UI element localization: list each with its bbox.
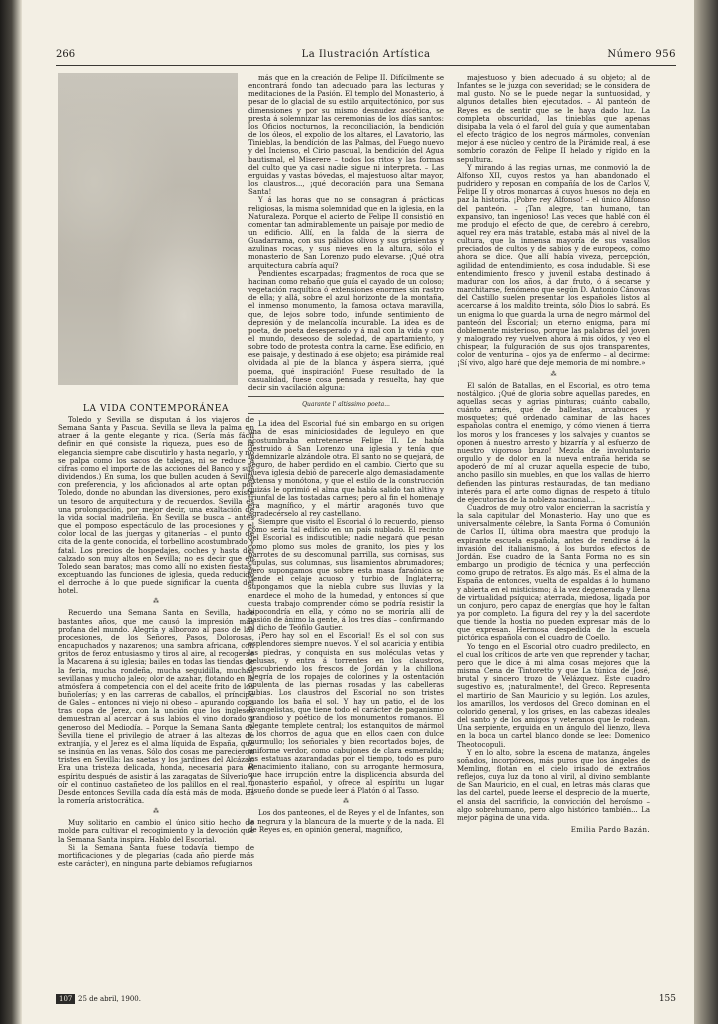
magazine-page bbox=[22, 0, 694, 1024]
header-page-number: 266 bbox=[56, 49, 76, 60]
paragraph: Recuerdo una Semana Santa en Sevilla, hace bastantes años, que me causó la impresión más profana del mundo. Alegría y alborozo al paso de las procesiones, de los Señores, Pasos, Dolorosas, encapuchados y nazarenos; una sambra africana, con gritos de feroz entusiasmo y tiros al aire, al recogerse la Macarena á su iglesia; bailes en todas las tiendas de la feria, mucha rondeña, mucha seguidilla, muchas sevillanas y mucho jaleo; olor de azahar, flotando en la atmósfera á competencia con el del aceite frito de los buñolerías; y en las carreras de caballos, el príncipe de Gales – entonces ni viejo ni obeso – apurando copa tras copa de Jerez, con la unción que los ingleses demuestran al acercar á sus labios el vino dorado y generoso del Mediodía. – Porque la Semana Santa de Sevilla tiene el privilegio de atraer á las altezas de extranjía, y el Jerez es el alma líquida de España, que se insinúa en las venas. Sólo dos cosas me parecieron tristes en Sevilla: las saetas y los jardines del Alcázar. Era una tristeza delicada, honda, necesaria para el espíritu después de asistir á las zaragatas de Silverio y oír el continuo castañeteo de los palillos en el real. – Desde entonces Sevilla cada día está más de moda. Es la romería aristocrática. bbox=[58, 609, 254, 806]
paragraph: más que en la creación de Felipe II. Difícilmente se encontrará fondo tan adecuado para las lecturas y meditaciones de la Pasión. El templo del Monasterio, á pesar de lo glacial de su estilo arquitectónico, por sus dimensiones y por su mismo desnudez ascética, se presta á solemnizar las ceremonias de los días santos: los Oficios nocturnos, la reconciliación, la bendición de los óleos, el expolio de los altares, el Lavatorio, las Tinieblas, la bendición de las Palmas, del Fuego nuevo y del Incienso, el Cirio pascual, la bendición del Agua bautismal, el Miserere – todos los ritos y las formas del culto que ya casi nadie sigue ni interpreta. – Las erguidas y vastas bóvedas, el majestuoso altar mayor, los claustros..., ¡qué decoración para una Semana Santa! bbox=[248, 74, 444, 197]
page-footer bbox=[56, 994, 676, 1008]
paragraph: La idea del Escorial fué sin embargo en su origen una de esas miniciosidades de leguleyo en que acostumbraba entretenerse Felipe II. Le había destruido á San Lorenzo una iglesia y tenía que indemnizarle alzándole otra. El santo no se quejará, de seguro, de haber perdido en el cambio. Cierto que su nueva iglesia debió de parecerle algo demasiadamente extensa y monótona, y que el estilo de la construcción quizás le oprimió el alma que había salido tan altiva y triunfal de las tostadas carnes; pero al fin el homenaje era magnífico, y el mártir aragonés tuvo que agradecérselo al rey castellano. bbox=[248, 420, 444, 518]
quote-box: Quarante l' altissimo poeta... bbox=[248, 396, 444, 414]
next-page-edge bbox=[690, 0, 718, 1024]
paragraph: Muy solitario en cambio el único sitio hecho de molde para cultivar el recogimiento y la devoción que la Semana Santa inspira. Hablo del Escorial. bbox=[58, 819, 254, 844]
column-3 bbox=[457, 74, 650, 834]
separator-stars: ⁂ bbox=[550, 370, 557, 378]
paragraph: El salón de Batallas, en el Escorial, es otro tema nostálgico. ¡Qué de gloria sobre aquellas paredes, en aquellas secas y agrias pinturas; cuánto caballo, cuánto arnés, qué de ballestas, arcabuces y mosquetes; qué ordenado caminar de las haces españolas contra el enemigo, y cómo vienen á tierra los moros y los franceses y los salvajes y cuantos se oponen á nuestro arresto y bizarría y al esfuerzo de nuestro vigoroso brazo! Mezcla de involuntario orgullo y de dolor en la nueva entraña herida se apoderó de mí al cruzar aquella especie de tubo, ancho pasillo sin muebles, en que los vallas de hierro defienden las pinturas restauradas, de tan mediano interés para el arte como dignas de respeto á título de ejecutorias de la nobleza nacional... bbox=[457, 381, 650, 504]
paragraph: ¡Pero hay sol en el Escorial! Es el sol con sus esplendores siempre nuevos. Y el sol acaricia y entibia las piedras, y conquista en sus moléculas vetas y pelusas, y entra á torrentes en los claustros, descubriendo los frescos de Jordán y la chillona alegría de los ropajes de colorines y la ostentación opulenta de las piernas rosadas y las cabelleras rubias. Los claustros del Escorial no son tristes cuando los baña el sol. Y hay un patio, el de los Evangelistas, que tiene todo el carácter de paganismo grandioso y poético de los monumentos romanos. El elegante templete central; los estanquitos de mármol y los chorros de agua que en ellos caen con dulce murmullo; los señoriales y bien recortados bojes, de uniforme verdor, como cabujones de clara esmeralda; las estatuas azarandadas por el tiempo, todo es puro Renacimiento italiano, con su arrogante hermosura, que hace irrupción entre la displicencia absurda del monasterio español, y ofrece al espíritu un lugar risueño donde se puede leer á Platón ó al Tasso. bbox=[248, 632, 444, 796]
paragraph: Toledo y Sevilla se disputan á los viajeros de Semana Santa y Pascua. Sevilla se lleva la palma en atraer á la gente elegante y rica. (Sería más fácil definir en qué consiste la riqueza, pues eso de la elegancia siempre cabe discutirlo y hasta negarlo, y no se palpa como los sacos de talegas, ni se reduce á cifras como el importe de las acciones del Banco y sus dividendos.) En suma, los que bullen acuden á Sevilla con preferencia, y los aficionados al arte optan por Toledo, donde no abundan las diversiones, pero existe un tesoro de arquitectura y de recuerdos. Sevilla es una prolongación, por mejor decir, una exaltación de la vida social madrileña. En Sevilla se busca – antes que el pomposo espectáculo de las procesiones y el color local de las juergas y gitanerías – el punto de cita de la gente conocida, el torbellino acostumbrado y fatal. Los precios de hospedajes, coches y hasta del calzado son muy altos en Sevilla; no es decir que en Toledo sean baratos; mas como allí no existen fiestas, exceptuando las funciones de iglesia, queda reducido el derroche á lo que puede significar la cuenta del hotel. bbox=[58, 416, 254, 596]
paragraph: Los dos panteones, el de Reyes y el de Infantes, son la negrura y la blancura de la muerte y de la nada. El de Reyes es, en opinión general, magnífico, bbox=[248, 809, 444, 834]
separator-stars: ⁂ bbox=[343, 798, 349, 806]
paragraph: majestuoso y bien adecuado á su objeto; al de Infantes se le juzga con severidad; se le considera de mal gusto. No se le puede negar la suntuosidad, y algunos detalles bien ejecutados. – Al panteón de Reyes es de sentir que se le haya dado luz. La completa obscuridad, las tinieblas que apenas disipaba la vela ó el farol del guía y que aumentaban el efecto trágico de los negros mármoles, convenían mejor á ese núcleo y centro de la Pirámide real, á ese sombrío corazón de Felipe II helado y rígido en la sepultura. bbox=[457, 74, 650, 164]
faded-illustration bbox=[58, 73, 238, 385]
paragraph: Y á las horas que no se consagran á prácticas religiosas, la misma solemnidad que en la iglesia, en la Naturaleza. Porque el acierto de Felipe II consistió en comentar tan admirablemente un paisaje por medio de un edificio. Allí, en la falda de la sierra de Guadarrama, con sus pálidos olivos y sus grisientas y azulinas rocas, y sus nieves en la altura, sólo el monasterio de San Lorenzo pudo elevarse. ¡Qué otra arquitectura cabría aquí? bbox=[248, 196, 444, 270]
paragraph: Cuadros de muy otro valor encierran la sacristía y la sala capitular del Monasterio. Hay uno que es universalmente célebre, la Santa Forma ó Comunión de Carlos II, última obra maestra que produjo la expirante escuela española, antes de rendirse á la invasión del italianismo, á los burdos efectos de Jordán. Ese cuadro de la Santa Forma no es sin embargo un prodigio de técnica y una perfección como grupo de retratos. Es algo más. Es el alma de la España de entonces, vuelta de espaldas á lo humano y abierta en el misticismo; á la vez degenerada y llena de virtualidad psíquica; aterrada, miedosa, ligada por un conjuro, pero capaz de energías que hoy le faltan ya por completo. La figura del rey y la del sacerdote que tiende la hostia no pueden expresar más de lo que expresan. Hermosa despedida de la escuela pictórica española con el cuadro de Coello. bbox=[457, 503, 650, 643]
section-title: LA VIDA CONTEMPORÁNEA bbox=[82, 404, 230, 414]
paragraph: Y mirando á las regias urnas, me conmovió la de Alfonso XII, cuyos restos ya han abandonado el pudridero y reposan en compañía de los de Carlos V, Felipe II y otros monarcas á cuyos huesos no deja en paz la historia. ¡Pobre rey Alfonso! – el único Alfonso del panteón. – ¡Tan alegre, tan humano, tan expansivo, tan ingenioso! Las veces que hablé con él me produjo el efecto de que, de cerebro á cerebro, aquel rey era más tratable, estaba más al nivel de la cultura, que la inmensa mayoría de sus vasallos preciados de cultos y de sabios y de europeos, como ahora se dice. Que allí había viveza, percepción, agilidad de entendimiento, es cosa indudable. Si ese entendimiento fresco y juvenil estaba destinado á madurar con los años, á dar fruto, ó á secarse y marchitarse, fenómeno que según D. Antonio Cánovas del Castillo suelen presentar los españoles listos al acercarse á los maldito treinta, sólo Dios lo sabrá. Es un enigma lo que guarda la urna de negro mármol del panteón del Escorial; un eterno enigma, para mí doblemente misterioso, porque las palabras del joven y malogrado rey vuelven ahora á mis oídos, y veo el chispear, la fulguración de sus ojos transparentes, color de venturina – ojos ya de enfermo – al decirme: ¡Sí vivo, algo haré que deje memoria de mi nombre.» bbox=[457, 163, 650, 368]
column-2 bbox=[248, 74, 444, 834]
header-title: La Ilustración Artística bbox=[301, 49, 431, 60]
paragraph: Si la Semana Santa fuese todavía tiempo de mortificaciones y de plegarias (cada año pierde más este carácter), en ninguna parte debiamos refugiarnos bbox=[58, 843, 254, 868]
paragraph: Yo tengo en el Escorial otro cuadro predilecto, en el cual los críticos de arte ven que reprender y tachar, pero que le dice á mi alma cosas mejores que la misma Cena de Tintoretto y que La túnica de José, brutal y sincero trozo de Velázquez. Este cuadro sugestivo es, ¡naturalmente!, del Greco. Representa el martirio de San Mauricio y su legión. Los azules, los amarillos, los verdosos del Greco dominan en el colorido general, y los grises, en las cabezas ideales del santo y de los amigos y veteranos que le rodean. Una serpiente, erguida en un ángulo del lienzo, lleva en la boca un cartel blanco donde se lee: Domenico Theotocopuli. bbox=[457, 642, 650, 749]
header-rule bbox=[56, 65, 676, 66]
running-header bbox=[56, 49, 676, 65]
author-signature: Emilia Pardo Bazán. bbox=[570, 826, 650, 835]
separator-stars: ⁂ bbox=[153, 808, 159, 816]
footer-date: 25 de abril, 1900. bbox=[78, 995, 141, 1003]
footer-tag: 107 bbox=[56, 994, 75, 1004]
footer-page-number: 155 bbox=[658, 994, 676, 1004]
header-issue: Número 956 bbox=[607, 49, 676, 60]
separator-stars: ⁂ bbox=[153, 598, 159, 606]
paragraph: Siempre que visito el Escorial ó lo recuerdo, pienso cómo sería tal edificio en un país nublado. El recinto del Escorial es indiscutible; nadie negará que pesan como plomo sus moles de granito, los pies y los barrotes de su descomunal parrilla, sus cornisas, sus cúpulas, sus columnas, sus lisamientos abrumadores; pero supongamos que sobre esta masa faraónica se tiende el celaje acuoso y turbio de Inglaterra; supongamos que la niebla cubre sus lluvias y la enardece el moho de la humedad, y entonces sí que cuesta trabajo comprender cómo se podría resistir la hipocondría en ella, y cómo no se moriría allí de pasión de ánimo la gente, á los tres días – confirmando el dicho de Teófilo Gautier. bbox=[248, 518, 444, 633]
paragraph: Y en lo alto, sobre la escena de matanza, ángeles soñados, incorpóreos, más puros que los ángeles de Memling, flotan en el cielo irisado de extraños reflejos, cuya luz da tono al viril, al divino semblante de San Mauricio, en el cual, en letras más claras que las del cartel, puede leerse el desprecio de la muerte, el ansia del sacrificio, la convicción del heroísmo – algo sobrehumano, pero algo histórico también... La mejor página de una vida. bbox=[457, 748, 650, 822]
column-1 bbox=[58, 416, 254, 868]
paragraph: Pendientes escarpadas; fragmentos de roca que se hacinan como rebaño que guía el cayado de un coloso; vegetación raquítica ó extensiones enormes sin rastro de ella; y allá, sobre el azul horizonte de la montaña, el inmenso monumento, la famosa octava maravilla, que, de lejos sobre todo, infunde sentimiento de depresión y de melancolía incurable. La idea es de poeta, de poeta desesperado y á mal con la vida y con el mundo, deseoso de soledad, de apartamiento, y sobre todo de protesta contra la carne. Ese edificio, en ese paisaje, y destinado á ese objeto; esa pirámide real olvidada al pie de la blanca y áspera sierra, ¡qué poema, qué inspiración! Fuese resultado de la casualidad, fuese cosa pensada y resuelta, hay que decir sin vacilación alguna: bbox=[248, 269, 444, 392]
